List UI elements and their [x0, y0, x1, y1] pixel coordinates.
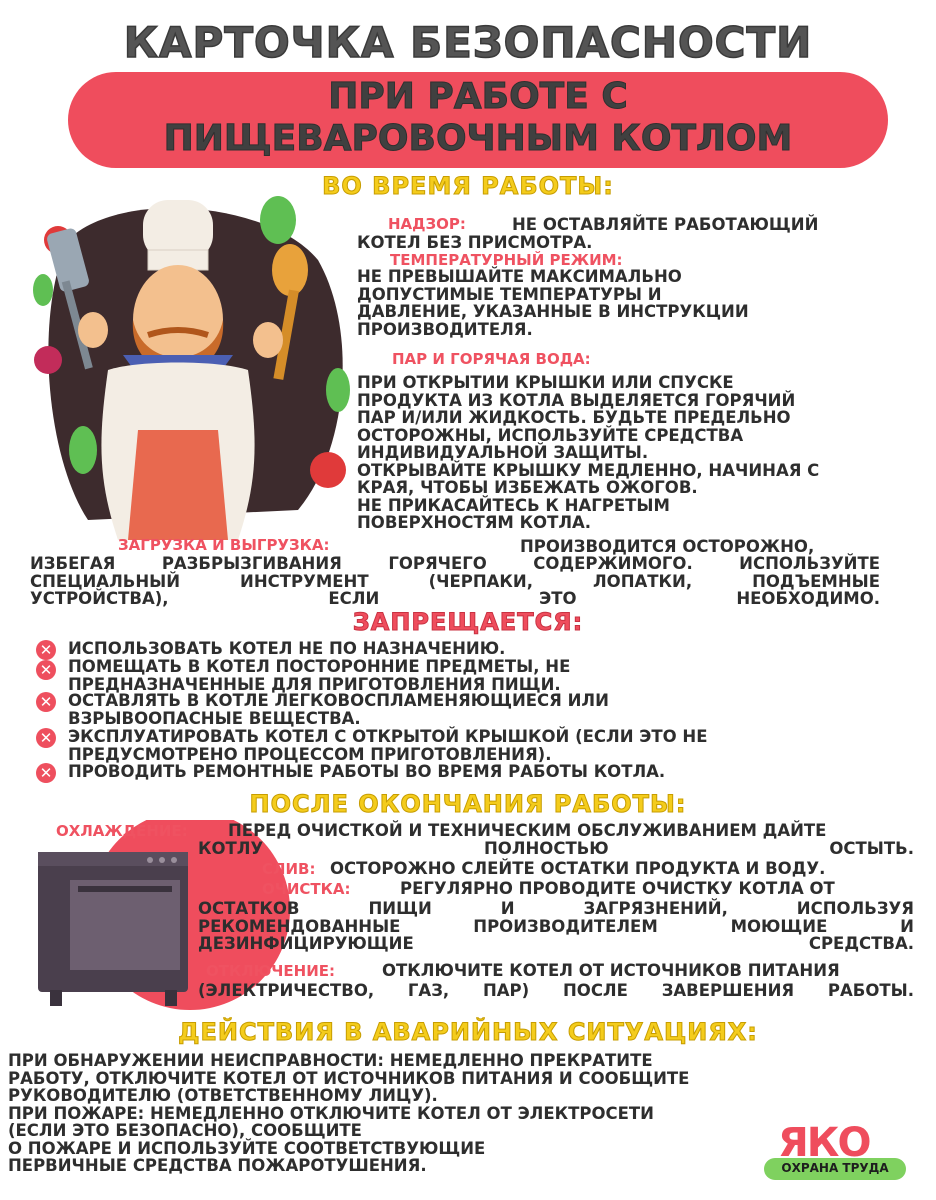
temperature-label: ТЕМПЕРАТУРНЫЙ РЕЖИМ:	[390, 251, 623, 269]
emergency-line: О ПОЖАРЕ И ИСПОЛЬЗУЙТЕ СООТВЕТСТВУЮЩИЕ	[8, 1138, 486, 1158]
temperature-line: НЕ ПРЕВЫШАЙТЕ МАКСИМАЛЬНО	[357, 267, 682, 286]
loading-text	[30, 555, 880, 608]
emergency-line: ПРИ ПОЖАРЕ: НЕМЕДЛЕННО ОТКЛЮЧИТЕ КОТЕЛ ОТ ЭЛЕКТРОСЕТИ	[8, 1103, 654, 1123]
forbidden-text: ПРЕДУСМОТРЕНО ПРОЦЕССОМ ПРИГОТОВЛЕНИЯ).	[68, 744, 552, 764]
forbidden-text: ЭКСПЛУАТИРОВАТЬ КОТЕЛ С ОТКРЫТОЙ КРЫШКОЙ (ЕСЛИ ЭТО НЕ	[68, 727, 708, 746]
cleaning-text-1: РЕГУЛЯРНО ПРОВОДИТЕ ОЧИСТКУ КОТЛА ОТ	[400, 879, 835, 898]
prohibited-icon: ✕	[36, 763, 56, 783]
prohibited-icon: ✕	[36, 692, 56, 712]
subtitle-line-2: ПИЩЕВАРОВОЧНЫМ КОТЛОМ	[163, 118, 793, 159]
cleaning-label: ОЧИСТКА:	[262, 880, 351, 898]
forbidden-text: ПОМЕЩАТЬ В КОТЕЛ ПОСТОРОННИЕ ПРЕДМЕТЫ, НЕ	[68, 657, 571, 676]
emergency-line: РУКОВОДИТЕЛЮ (ОТВЕТСТВЕННОМУ ЛИЦУ).	[8, 1086, 438, 1105]
disconnect-label: ОТКЛЮЧЕНИЕ:	[206, 962, 336, 980]
forbidden-text: ВЗРЫВООПАСНЫЕ ВЕЩЕСТВА.	[68, 708, 361, 728]
disconnect-text-2: (ЭЛЕКТРИЧЕСТВО, ГАЗ, ПАР) ПОСЛЕ ЗАВЕРШЕНИЯ РАБОТЫ.	[198, 981, 914, 1000]
forbidden-heading: ЗАПРЕЩАЕТСЯ:	[352, 608, 584, 636]
steam-line: КРАЯ, ЧТОБЫ ИЗБЕЖАТЬ ОЖОГОВ.	[357, 478, 698, 497]
emergency-line: РАБОТУ, ОТКЛЮЧИТЕ КОТЕЛ ОТ ИСТОЧНИКОВ ПИТАНИЯ И СООБЩИТЕ	[8, 1068, 690, 1088]
drain-text: ОСТОРОЖНО СЛЕЙТЕ ОСТАТКИ ПРОДУКТА И ВОДУ.	[330, 859, 826, 878]
loading-line: СПЕЦИАЛЬНЫЙ ИНСТРУМЕНТ (ЧЕРПАКИ, ЛОПАТКИ, ПОДЪЕМНЫЕ	[30, 571, 880, 591]
cleaning-line: РЕКОМЕНДОВАННЫЕ ПРОИЗВОДИТЕЛЕМ МОЮЩИЕ И	[198, 916, 914, 936]
cooling-label: ОХЛАЖДЕНИЕ:	[56, 822, 188, 840]
forbidden-item	[36, 692, 609, 727]
emergency-heading: ДЕЙСТВИЯ В АВАРИЙНЫХ СИТУАЦИЯХ:	[178, 1018, 758, 1046]
onion-icon	[34, 346, 62, 374]
prohibited-icon: ✕	[36, 660, 56, 680]
cleaning-line: ОСТАТКОВ ПИЩИ И ЗАГРЯЗНЕНИЙ, ИСПОЛЬЗУЯ	[198, 899, 914, 918]
steam-label: ПАР И ГОРЯЧАЯ ВОДА:	[392, 350, 591, 368]
temperature-line: ДОПУСТИМЫЕ ТЕМПЕРАТУРЫ И	[357, 284, 662, 304]
leaf-icon	[69, 426, 97, 474]
prohibited-icon: ✕	[36, 728, 56, 748]
cleaning-text	[198, 900, 914, 953]
logo-letters: ЯКО	[778, 1120, 870, 1166]
tomato-icon	[310, 452, 346, 488]
forbidden-item	[36, 658, 570, 693]
prohibited-icon: ✕	[36, 640, 56, 660]
forbidden-text: ОСТАВЛЯТЬ В КОТЛЕ ЛЕГКОВОСПЛАМЕНЯЮЩИЕСЯ ИЛИ	[68, 691, 609, 710]
forbidden-text: ИСПОЛЬЗОВАТЬ КОТЕЛ НЕ ПО НАЗНАЧЕНИЮ.	[68, 639, 506, 658]
logo	[760, 1120, 910, 1186]
disconnect-text-1: ОТКЛЮЧИТЕ КОТЕЛ ОТ ИСТОЧНИКОВ ПИТАНИЯ	[382, 961, 840, 980]
during-work-heading: ВО ВРЕМЯ РАБОТЫ:	[322, 172, 614, 200]
forbidden-text: ПРОВОДИТЬ РЕМОНТНЫЕ РАБОТЫ ВО ВРЕМЯ РАБОТЫ КОТЛА.	[68, 762, 666, 781]
chef-illustration	[28, 180, 358, 540]
supervision-text-2: КОТЕЛ БЕЗ ПРИСМОТРА.	[357, 233, 593, 252]
temperature-line: ДАВЛЕНИЕ, УКАЗАННЫЕ В ИНСТРУКЦИИ	[357, 302, 749, 321]
forbidden-item	[36, 728, 707, 763]
supervision-label: НАДЗОР:	[388, 215, 466, 233]
leaf-icon	[260, 196, 296, 244]
forbidden-item	[36, 763, 665, 783]
leaf-icon	[326, 368, 350, 412]
subtitle-line-1: ПРИ РАБОТЕ С	[328, 76, 628, 117]
supervision-text-1: НЕ ОСТАВЛЯЙТЕ РАБОТАЮЩИЙ	[512, 215, 819, 234]
loading-line: УСТРОЙСТВА), ЕСЛИ ЭТО НЕОБХОДИМО.	[30, 589, 880, 608]
emergency-line: (ЕСЛИ ЭТО БЕЗОПАСНО), СООБЩИТЕ	[8, 1121, 362, 1140]
drain-label: СЛИВ:	[262, 860, 316, 878]
cooling-text-2: КОТЛУ ПОЛНОСТЬЮ ОСТЫТЬ.	[198, 839, 914, 858]
emergency-text	[8, 1052, 868, 1175]
logo-caption: ОХРАНА ТРУДА	[781, 1161, 889, 1175]
steam-line: ПРОДУКТА ИЗ КОТЛА ВЫДЕЛЯЕТСЯ ГОРЯЧИЙ	[357, 390, 796, 410]
temperature-text	[357, 268, 749, 338]
steam-line: ПРИ ОТКРЫТИИ КРЫШКИ ИЛИ СПУСКЕ	[357, 373, 734, 392]
temperature-line: ПРОИЗВОДИТЕЛЯ.	[357, 319, 533, 339]
emergency-line: ПРИ ОБНАРУЖЕНИИ НЕИСПРАВНОСТИ: НЕМЕДЛЕННО ПРЕКРАТИТЕ	[8, 1051, 653, 1070]
page-title: КАРТОЧКА БЕЗОПАСНОСТИ	[123, 18, 813, 67]
cleaning-line: ДЕЗИНФИЦИРУЮЩИЕ СРЕДСТВА.	[198, 934, 914, 953]
steam-line: ОТКРЫВАЙТЕ КРЫШКУ МЕДЛЕННО, НАЧИНАЯ С	[357, 460, 820, 480]
loading-line: ИЗБЕГАЯ РАЗБРЫЗГИВАНИЯ ГОРЯЧЕГО СОДЕРЖИМОГО. ИСПОЛЬЗУЙТЕ	[30, 554, 880, 573]
steam-line: ИНДИВИДУАЛЬНОЙ ЗАЩИТЫ.	[357, 443, 649, 462]
loading-text-1: ПРОИЗВОДИТСЯ ОСТОРОЖНО,	[520, 537, 815, 556]
subtitle	[68, 76, 888, 160]
steam-line: ОСТОРОЖНЫ, ИСПОЛЬЗУЙТЕ СРЕДСТВА	[357, 425, 744, 445]
steam-text	[357, 374, 897, 532]
steam-line: ПОВЕРХНОСТЯМ КОТЛА.	[357, 513, 592, 532]
emergency-line: ПЕРВИЧНЫЕ СРЕДСТВА ПОЖАРОТУШЕНИЯ.	[8, 1156, 427, 1175]
cooling-text-1: ПЕРЕД ОЧИСТКОЙ И ТЕХНИЧЕСКИМ ОБСЛУЖИВАНИЕМ ДАЙТЕ	[228, 821, 827, 840]
steam-line: ПАР И/ИЛИ ЖИДКОСТЬ. БУДЬТЕ ПРЕДЕЛЬНО	[357, 408, 791, 427]
after-work-heading: ПОСЛЕ ОКОНЧАНИЯ РАБОТЫ:	[249, 790, 687, 818]
forbidden-text: ПРЕДНАЗНАЧЕННЫЕ ДЛЯ ПРИГОТОВЛЕНИЯ ПИЩИ.	[68, 674, 561, 694]
loading-label: ЗАГРУЗКА И ВЫГРУЗКА:	[118, 536, 330, 554]
steam-line: НЕ ПРИКАСАЙТЕСЬ К НАГРЕТЫМ	[357, 495, 670, 515]
